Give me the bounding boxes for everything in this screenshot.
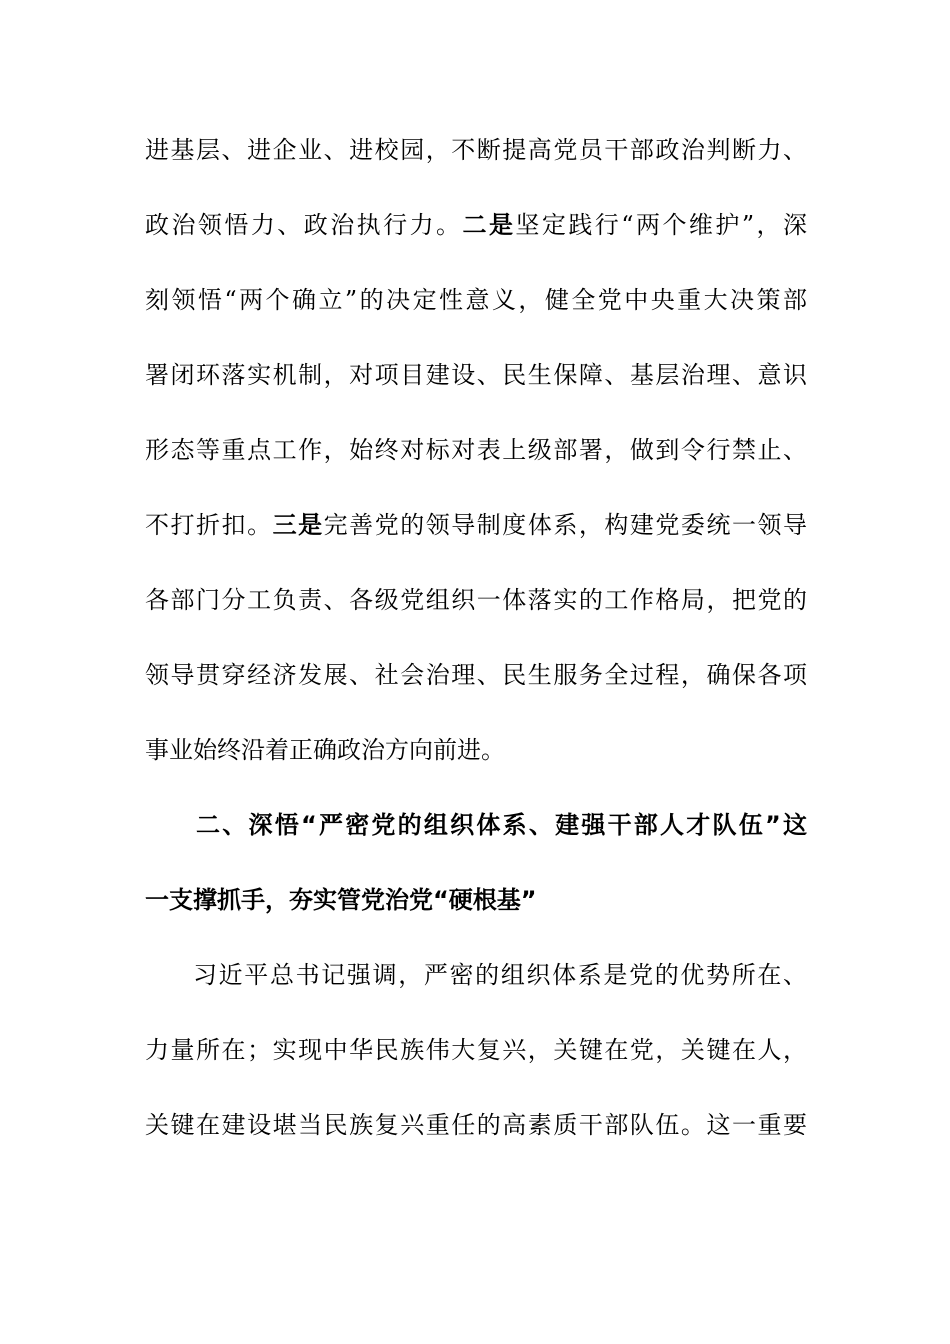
paragraph2-line-2: 力量所在；实现中华民族伟大复兴，关键在党，关键在人， (145, 1036, 807, 1064)
body-line-6 (145, 505, 807, 545)
body-line-2-lead: 政治领悟力、政治执行力。 (145, 211, 463, 239)
section-heading-line-2: 一支撑抓手，夯实管党治党“硬根基” (145, 886, 537, 914)
body-line-4: 署闭环落实机制，对项目建设、民生保障、基层治理、意识 (145, 361, 807, 389)
paragraph2-line-3: 关键在建设堪当民族复兴重任的高素质干部队伍。这一重要 (145, 1111, 807, 1139)
paragraph2-line-1: 习近平总书记强调，严密的组织体系是党的优势所在、 (193, 961, 807, 989)
body-line-2-rest: 坚定践行“两个维护”，深 (515, 211, 807, 239)
body-line-1: 进基层、进企业、进校园，不断提高党员干部政治判断力、 (145, 136, 807, 164)
body-line-5: 形态等重点工作，始终对标对表上级部署，做到令行禁止、 (145, 436, 807, 464)
body-line-6-rest: 完善党的领导制度体系，构建党委统一领导 (323, 511, 808, 539)
section-heading-line-1: 二、深悟“严密党的组织体系、建强干部人才队伍”这 (196, 811, 807, 839)
body-line-2 (145, 205, 807, 245)
body-line-8: 领导贯穿经济发展、社会治理、民生服务全过程，确保各项 (145, 661, 807, 689)
body-line-6-lead: 不打折扣。 (145, 511, 273, 539)
body-line-9: 事业始终沿着正确政治方向前进。 (145, 736, 505, 764)
body-line-3: 刻领悟“两个确立”的决定性意义，健全党中央重大决策部 (145, 286, 807, 314)
point-two-label: 二是 (462, 211, 516, 239)
body-line-7: 各部门分工负责、各级党组织一体落实的工作格局，把党的 (145, 586, 807, 614)
point-three-label: 三是 (272, 511, 324, 539)
